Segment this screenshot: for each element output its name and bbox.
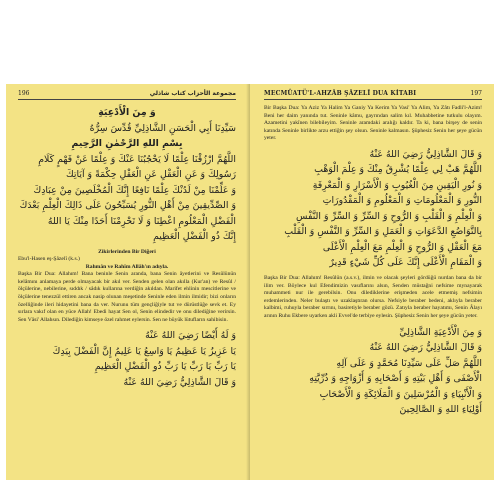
- arabic-line: الْأَصْفَى وَ أَهْلِ بَيْتِهِ وَ أَصْحَابِهِ وَ أَزْوَاجِهِ وَ ذُرِّيَّتِهِ: [309, 373, 482, 385]
- basmala: بِسْمِ اللهِ الرَّحْمٰنِ الرَّحِيمِ: [71, 138, 183, 149]
- section-heading-arabic: وَ مِنَ الْأَدْعِيَةِ: [98, 107, 156, 118]
- right-page: [250, 84, 494, 480]
- arabic-line: إِنَّكَ ذُو الْفَضْلِ الْعَظِيمِ: [153, 231, 236, 242]
- arabic-line: اللَّهُمَّ صَلِّ عَلَى سَيِّدِنَا مُحَمَّدٍ وَ عَلَى آلِهِ: [336, 357, 482, 369]
- left-page-header: [18, 90, 236, 100]
- arabic-line: وَ قَالَ الشَّاذِلِيُّ رَضِيَ اللهُ عَنْهُ: [369, 342, 482, 354]
- arabic-line: وَ قَالَ الشَّاذِلِيُّ رَضِيَ اللهُ عَنْهُ: [123, 376, 236, 388]
- running-title: مجموعة الأحزاب كتاب شاذلي: [149, 90, 236, 97]
- arabic-line: رَسُولِكَ وَ عَنِ الْعَقْلِ عَنِ الْعَقْلِ حِكْمَةً وَ آيَاتِكَ: [66, 169, 236, 180]
- arabic-line: أَوْلِيَاءِ اللهِ وَ الصَّالِحِينَ: [399, 404, 482, 416]
- arabic-line: وَ الْمَقَامِ الْأَعْلَى إِنَّكَ عَلَى كُلِّ شَيْءٍ قَدِيرٌ: [329, 257, 482, 269]
- arabic-line: وَ مِنَ الْأَدْعِيَةِ الشَّاذِلِيِّ: [399, 326, 482, 338]
- author-line: Ebu'l-Hasen eş-Şâzelî (k.s.): [18, 256, 80, 263]
- arabic-line: وَ قَالَ الشَّاذِلِيُّ رَضِيَ اللهُ عَنْهُ: [369, 148, 482, 160]
- arabic-line: بِالتَّوَاضُعِ الدَّعَوَاتِ وَ الْعَمَلِ وَ السِّرِّ وَ النَّفْسِ وَ الْقَلْبِ: [284, 226, 482, 238]
- invocation-line: سَيِّدِنَا أَبِي الْحَسَنِ الشَّاذِلِيِّ قُدِّسَ سِرُّهُ: [89, 122, 236, 134]
- arabic-line: وَ الْأَنْبِيَاءِ وَ الْمُرْسَلِينَ وَ الْمَلَائِكَةِ وَ الْأَصْحَابِ: [319, 388, 482, 400]
- left-page: [6, 84, 250, 480]
- right-page-header: [264, 90, 482, 100]
- section-title: Zikirlerinden Bir Diğeri: [98, 248, 156, 255]
- turkish-paragraph: Bir Başka Dua: Ya Aziz Ya Halim Ya Ganiy Ya Kerim Ya Vasi' Ya Alim, Ya Zâtı Fadli'l-Azim! Beni her daim yanında tut. Seninle kâmu, gayrından salim kıl. Muhabbetine tutkulu olayım. Azametini yakînen bilebileyim. Seninle aramdaki aralığı kaldır. Ta ki, bana birşey de senin katında Seninle birlikte arzu ettiğin şey olsun. Seninle kalmasın. Şüphesiz Senin her şeye gücün yeter.: [264, 105, 482, 142]
- subheading: Rahmân ve Rahîm Allâh'ın adıyla.: [85, 263, 169, 270]
- arabic-line: النُّورِ وَ الْمَعْلُومَاتِ وَ الْمَعْلُومِ وَ الْمَقْدُورَاتِ: [322, 195, 482, 207]
- arabic-line: وَ نُورِ الْيَقِينِ مِنَ الْغُيُوبِ وَ الْأَسْرَارِ وَ الْمَعْرِفَةِ: [312, 179, 482, 191]
- turkish-paragraph: Başka Bir Dua: Allahım! Resûlün (a.s.v.), ilmin ve olacak şeyleri gördüğü nurdan bana da bir ilim ver. Böylece kul Efendimizin vasıflarını alsın, Senden müstağni nefsime mynayarak muhammeti nur ile gerebilsin. Onu dilediklerine erişmeden acele etmemiş nefsimin erdemlerinden. Neler bulaştı ve uzaklaştıran olursa. Nefsiyle beraber bedeni, aklıyla beraber kalbimi, ruhuyla beraber sırrını, basiretiyle beraber gözü. Zatıyla beraber hayatımı, Senin Âlayı arının Ruhu Ekbere uyarken akli Evvel'de terbiye eylesin. Şüphesiz Senin her şeye gücün yeter.: [264, 274, 482, 319]
- turkish-paragraph: Başka Bir Dua: Allahım! Bana beninle Senin aranda, bana Senin âyetlerini ve Resûlünün kelâmını anlamaya perde olmayacak bir akıl ver. Senden gelen olan akılla (Kur'an) ve Resûl / ölçülerine, nebilerine, sıddık / sâdık kullarına verdiğin akıldan. Marifet ehlinin mescitlerine ve ölçülerine tenezzül ettiren ancak nasip olunan meşetinde Seninle eden ilmin ilmidir; bizi onların özelliğinde ileri hidayetini bana da ver. Nurunu tüm gençliğiyle tut ve dürüstlüğe sevk et. Ey sırlara vakıf olan en yüce Allah! Ebedi hayat Sen ol, Senin elindedir ve onu dilediğine verirsin. Sen Vâsi' Allahsın. Dilediğin kimseye özel rahmet eylersin. Sen ne büyük lütufların sahibisin.: [18, 271, 236, 323]
- running-title: MECMÛATÜ'L-AHZÂB ŞÂZELÎ DUA KİTABI: [264, 90, 417, 97]
- arabic-line: وَ لَهُ أَيْضًا رَضِيَ اللهُ عَنْهُ: [145, 330, 236, 342]
- page-number: 196: [18, 90, 30, 97]
- arabic-line: وَ الْعِلْمِ وَ الْقَلْبِ وَ الرُّوحِ وَ السِّرِّ وَ السِّرِّ وَ النَّفْسِ: [296, 210, 482, 222]
- arabic-line: الْفَضْلِ الْمَعْلُومِ اعْطِنَا وَ لَا تَحْرِمْنَا أَحَدًا مِنْكَ يَا اللهُ: [47, 215, 236, 227]
- arabic-line: اللَّهُمَّ هَبْ لِي عِلْمًا يُشْرِقُ مِنْكَ وَ عِلْمَ الْوَهْبِ: [314, 164, 482, 176]
- arabic-line: يَا عَزِيزُ يَا عَظِيمُ يَا وَاسِعُ يَا عَلِيمُ إِنَّ الْفَضْلَ بِيَدِكَ: [52, 345, 236, 357]
- arabic-line: وَ الصِّدِّيقِينَ مِنْ أَهْلِ النُّورِ يُسَبِّحُونَ عَلَى ذَالِكَ الْعِلْمِ بَعْدَكَ: [19, 200, 236, 211]
- arabic-line: مَعَ الْعَقْلِ وَ الرُّوحِ وَ الْعِلْمِ مَعَ الْعِلْمِ الْأَعْلَى: [322, 241, 482, 253]
- page-number: 197: [470, 90, 482, 97]
- arabic-line: يَا رَبِّ يَا رَبِّ يَا رَبِّ ذُو الْفَضْلِ الْعَظِيمِ: [94, 361, 236, 373]
- arabic-line: وَ عَلِّمْنَا مِنْ لَدُنْكَ عِلْمًا نَافِعًا إِنَّكَ الْمُخْلَصِينَ مِنْ عِبَادِكَ: [33, 184, 236, 196]
- arabic-line: اللَّهُمَّ ارْزُقْنَا عِلْمًا لَا يَحْجُبُنَا عَنْكَ وَ عِلْمًا عَنْ فَهْمٍ كَلَامِ: [38, 153, 236, 165]
